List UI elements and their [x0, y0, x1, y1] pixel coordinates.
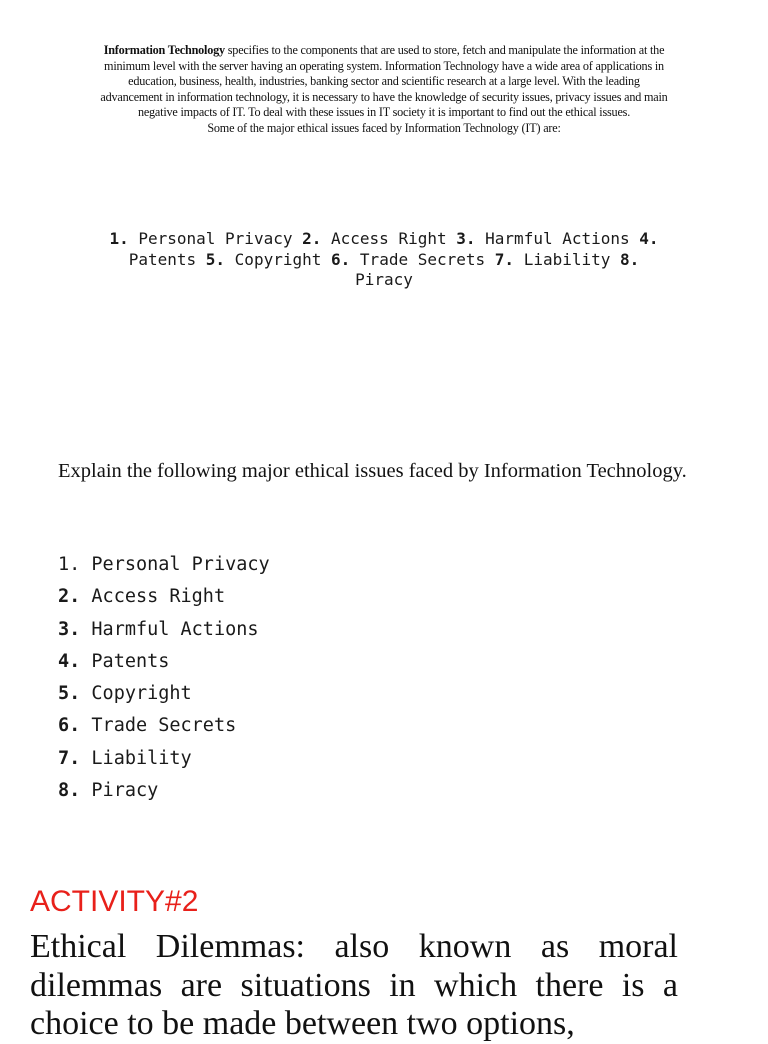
intro-paragraph	[100, 43, 668, 136]
issues-summary-inline	[100, 229, 668, 291]
intro-bold-term: Information Technology	[103, 43, 225, 57]
list-item-number: 7.	[58, 747, 81, 769]
list-item-number: 6.	[58, 715, 81, 737]
list-item	[58, 775, 270, 807]
summary-num: 4.	[639, 229, 659, 248]
list-item-label: Piracy	[91, 780, 159, 802]
list-item	[58, 646, 270, 678]
summary-label: Copyright	[234, 249, 322, 269]
list-item	[58, 743, 270, 775]
summary-label: Liability	[523, 249, 611, 269]
summary-num: 5.	[205, 249, 226, 269]
summary-num: 3.	[456, 229, 476, 248]
summary-label: Access Right	[331, 229, 447, 248]
list-item-label: Access Right	[91, 586, 226, 608]
list-item-label: Personal Privacy	[91, 554, 270, 575]
explain-heading: Explain the following major ethical issues faced by Information Technology.	[58, 460, 687, 482]
list-item	[58, 614, 270, 646]
list-item-label: Liability	[91, 747, 192, 769]
summary-num: 2.	[302, 229, 322, 248]
issues-list	[58, 549, 270, 807]
list-item-label: Harmful Actions	[91, 618, 259, 640]
summary-label: Personal Privacy	[138, 229, 293, 248]
list-item-number: 1.	[58, 554, 81, 575]
activity-paragraph: Ethical Dilemmas: also known as moral dilemmas are situations in which there is a choice to be made between two options,	[30, 928, 678, 1042]
summary-num: 7.	[494, 249, 515, 269]
list-item	[58, 549, 270, 581]
list-item-label: Trade Secrets	[91, 715, 237, 737]
activity-title: ACTIVITY#2	[30, 885, 199, 918]
list-item-label: Patents	[91, 650, 170, 672]
summary-label: Harmful Actions	[485, 229, 630, 248]
summary-label: Patents	[128, 249, 197, 269]
intro-lead-in: Some of the major ethical issues faced by Information Technology (IT) are:	[207, 120, 561, 135]
intro-body-text: specifies to the components that are used to store, fetch and manipulate the information at the minimum level with the server having an operating system. Information Technology have a wide area of applications in education, business, health, industries, banking sector and scientific research at a large level. With the leading advancement in information technology, it is necessary to have the knowledge of security issues, privacy issues and main negative impacts of IT. To deal with these issues in IT society it is important to find out the ethical issues.	[100, 43, 668, 119]
list-item-label: Copyright	[91, 683, 192, 705]
list-item-number: 4.	[58, 650, 81, 672]
list-item	[58, 710, 270, 742]
list-item-number: 3.	[58, 618, 81, 640]
summary-label: Trade Secrets	[359, 249, 486, 269]
summary-num: 8.	[620, 249, 640, 269]
list-item	[58, 581, 270, 613]
list-item-number: 2.	[58, 586, 81, 608]
summary-num: 1.	[109, 229, 129, 248]
summary-num: 6.	[331, 249, 351, 269]
summary-label: Piracy	[355, 270, 413, 289]
list-item-number: 8.	[58, 780, 81, 802]
list-item-number: 5.	[58, 683, 81, 705]
list-item	[58, 678, 270, 710]
